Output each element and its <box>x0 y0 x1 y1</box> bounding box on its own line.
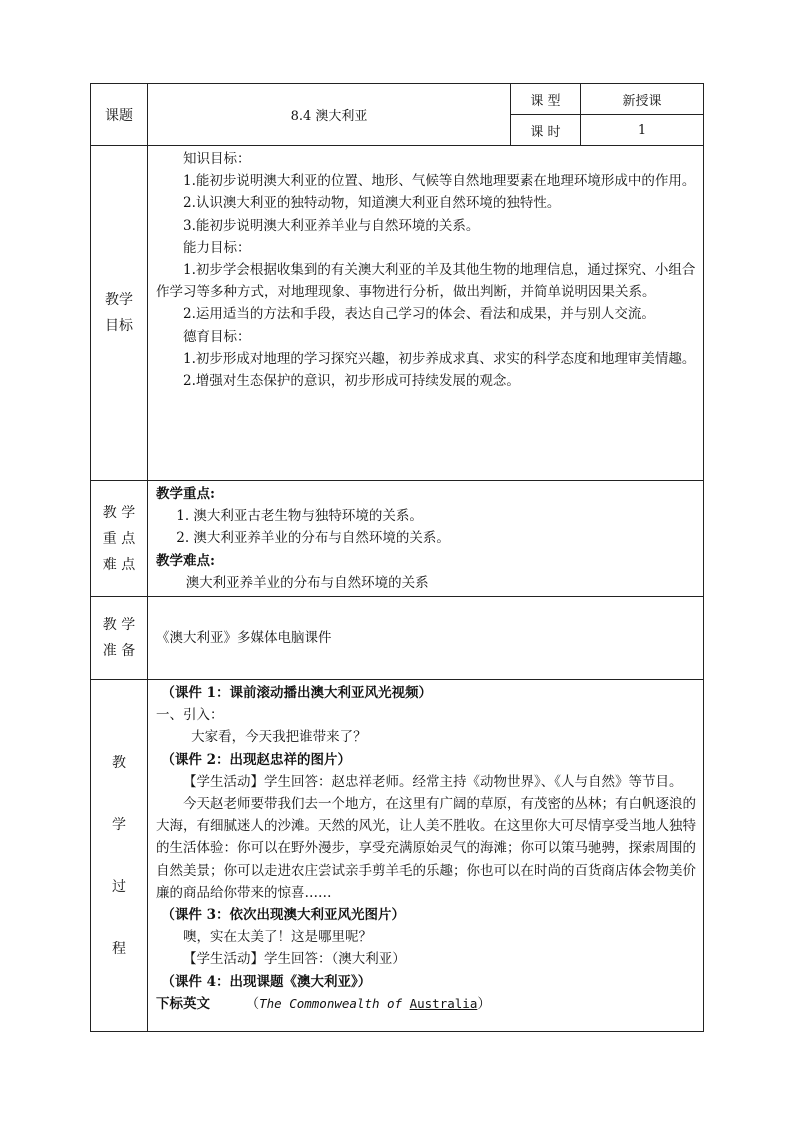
key-points-content <box>148 481 704 597</box>
focus-item-2: 2. 澳大利亚养羊业的分布与自然环境的关系。 <box>176 530 450 547</box>
preparation-label-1: 教 学 <box>102 617 136 634</box>
knowledge-item-1: 1.能初步说明澳大利亚的位置、地形、气候等自然地理要素在地理环境形成中的作用。 <box>183 173 696 190</box>
ability-title: 能力目标： <box>183 239 251 256</box>
courseware-2: （课件 2：出现赵忠祥的图片） <box>161 751 351 768</box>
knowledge-title: 知识目标： <box>183 151 251 167</box>
process-content <box>148 680 704 1032</box>
difficulty-item: 澳大利亚养羊业的分布与自然环境的关系 <box>185 574 429 591</box>
intro-question: 大家看，今天我把谁带来了？ <box>191 729 367 746</box>
en-open-paren: （ <box>245 995 260 1012</box>
subtitle-label: 下标英文 <box>156 995 210 1012</box>
process-label-3: 过 <box>112 878 126 895</box>
focus-title: 教学重点: <box>156 486 215 502</box>
key-points-label-2: 重 点 <box>102 530 136 547</box>
objectives-label <box>91 146 148 481</box>
student-activity-2: 【学生活动】学生回答：（澳大利亚） <box>183 951 406 968</box>
process-label <box>91 680 148 1032</box>
moral-title: 德育目标： <box>183 328 251 345</box>
story-paragraph: 今天赵老师要带我们去一个地方，在这里有广阔的草原，有茂密的丛林；有白帆逐浪的大海，有细腻迷人的沙滩。天然的风光，让人美不胜收。在这里你大可尽情享受当地人独特的生活体验：你可以在野外漫步，享受充满原始灵气的海滩；你可以策马驰骋，探索周围的自然美景；你可以走进农庄尝试亲手剪羊毛的乐趣；你也可以在时尚的百货商店体会物美价廉的商品给你带来的惊喜…… <box>156 796 696 901</box>
ability-item-1: 1.初步学会根据收集到的有关澳大利亚的羊及其他生物的地理信息，通过探究、小组合作学习等多种方式，对地理现象、事物进行分析，做出判断，并简单说明因果关系。 <box>156 262 696 301</box>
courseware-1: （课件 1：课前滚动播出澳大利亚风光视频） <box>161 685 432 702</box>
preparation-content <box>148 597 704 680</box>
key-points-label-1: 教 学 <box>102 504 136 521</box>
key-points-label <box>91 481 148 597</box>
english-subtitle-line <box>156 993 697 1015</box>
lesson-type-label: 课 型 <box>511 84 581 115</box>
topic-value: 8.4 澳大利亚 <box>148 84 511 146</box>
objectives-content <box>148 146 704 481</box>
knowledge-item-3: 3.能初步说明澳大利亚养羊业与自然环境的关系。 <box>183 217 480 234</box>
difficulty-title: 教学难点: <box>156 552 215 569</box>
en-word-the: The <box>259 995 282 1011</box>
preparation-label-2: 准 备 <box>102 643 136 660</box>
lesson-plan-table <box>90 83 704 1032</box>
lesson-hours-label: 课 时 <box>511 115 581 146</box>
moral-item-2: 2.增强对生态保护的意识，初步形成可持续发展的观念。 <box>183 373 520 390</box>
knowledge-item-2: 2.认识澳大利亚的独特动物，知道澳大利亚自然环境的独特性。 <box>183 195 561 212</box>
topic-label: 课题 <box>91 84 148 146</box>
courseware-3: （课件 3：依次出现澳大利亚风光图片） <box>161 907 405 924</box>
focus-item-1: 1. 澳大利亚古老生物与独特环境的关系。 <box>176 508 423 525</box>
en-word-of: of <box>387 995 410 1011</box>
lesson-hours-value: 1 <box>581 115 704 146</box>
en-close-paren: ） <box>477 995 491 1012</box>
wonder-question: 噢，实在太美了！这是哪里呢？ <box>183 929 372 946</box>
process-label-2: 学 <box>112 816 126 833</box>
en-word-australia: Australia <box>409 995 478 1011</box>
lesson-type-value: 新授课 <box>581 84 704 115</box>
ability-item-2: 2.运用适当的方法和手段，表达自己学习的体会、看法和成果，并与别人交流。 <box>183 306 655 323</box>
key-points-label-3: 难 点 <box>102 556 136 573</box>
moral-item-1: 1.初步形成对地理的学习探究兴趣，初步养成求真、求实的科学态度和地理审美情趣。 <box>183 350 696 367</box>
courseware-4: （课件 4：出现课题《澳大利亚》） <box>161 973 372 990</box>
preparation-label <box>91 597 148 680</box>
en-word-commonwealth: Commonwealth <box>281 995 388 1011</box>
process-label-4: 程 <box>112 940 126 957</box>
process-label-1: 教 <box>112 754 126 771</box>
intro-heading: 一、引入： <box>156 707 224 724</box>
objectives-label-line1: 教学 <box>105 292 133 308</box>
preparation-text: 《澳大利亚》多媒体电脑课件 <box>156 629 332 646</box>
student-activity-1: 【学生活动】学生回答：赵忠祥老师。经常主持《动物世界》、《人与自然》等节目。 <box>183 773 683 790</box>
objectives-label-line2: 目标 <box>105 318 133 334</box>
